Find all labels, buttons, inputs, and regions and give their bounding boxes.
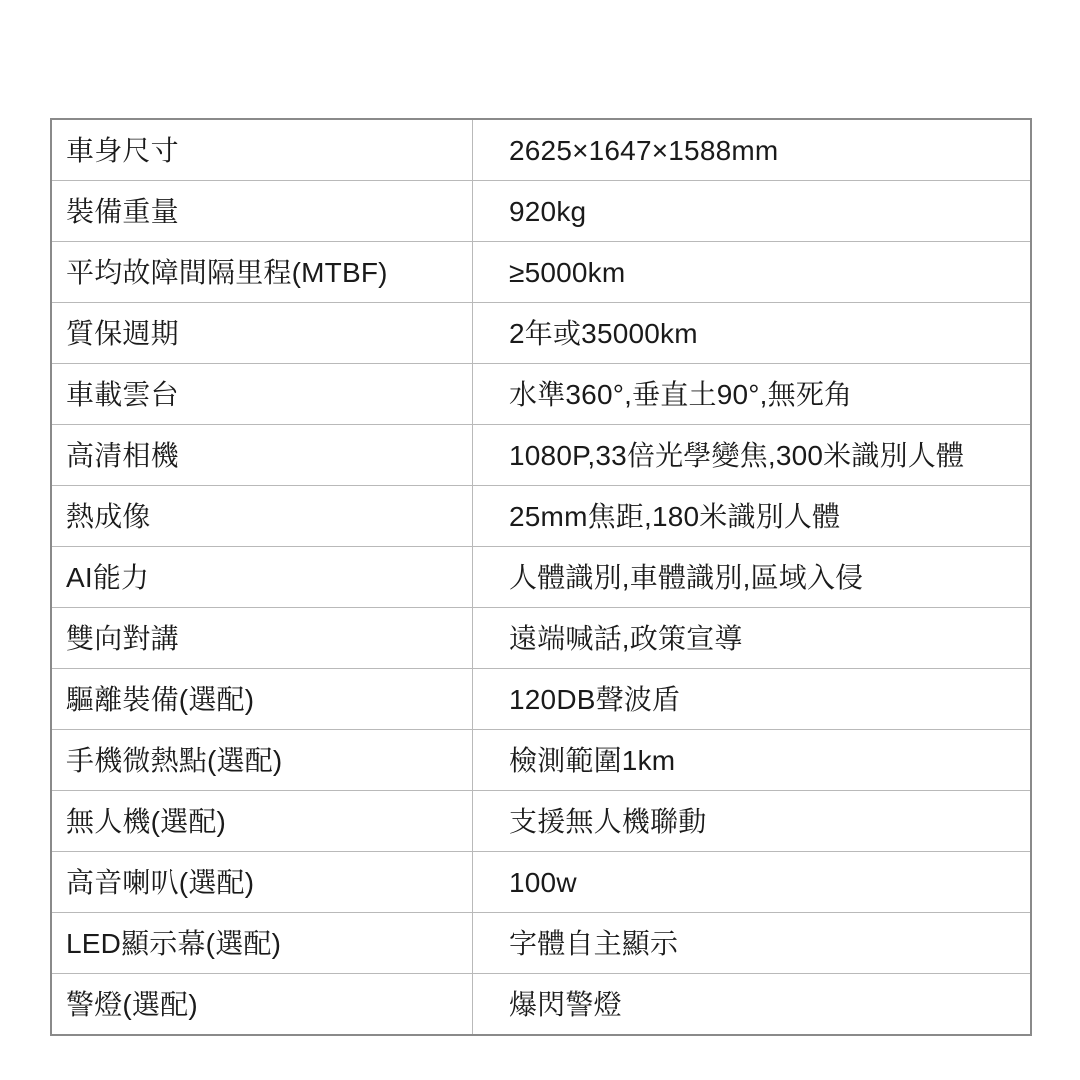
spec-value: ≥5000km <box>473 242 1032 303</box>
spec-value: 25mm焦距,180米識別人體 <box>473 486 1032 547</box>
spec-label: 高音喇叭(選配) <box>51 852 473 913</box>
spec-label: 警燈(選配) <box>51 974 473 1036</box>
spec-value: 水準360°,垂直土90°,無死角 <box>473 364 1032 425</box>
spec-value: 支援無人機聯動 <box>473 791 1032 852</box>
table-row <box>51 730 1031 791</box>
spec-value: 2年或35000km <box>473 303 1032 364</box>
spec-value: 1080P,33倍光學變焦,300米識別人體 <box>473 425 1032 486</box>
table-row <box>51 119 1031 181</box>
table-row <box>51 608 1031 669</box>
spec-label: 手機微熱點(選配) <box>51 730 473 791</box>
table-row <box>51 303 1031 364</box>
table-row <box>51 913 1031 974</box>
spec-value: 檢測範圍1km <box>473 730 1032 791</box>
spec-label: 質保週期 <box>51 303 473 364</box>
spec-table-container <box>50 118 1032 1036</box>
spec-label: 無人機(選配) <box>51 791 473 852</box>
spec-value: 遠端喊話,政策宣導 <box>473 608 1032 669</box>
spec-value: 100w <box>473 852 1032 913</box>
spec-value: 爆閃警燈 <box>473 974 1032 1036</box>
table-row <box>51 852 1031 913</box>
spec-label: 高清相機 <box>51 425 473 486</box>
spec-value: 字體自主顯示 <box>473 913 1032 974</box>
spec-table-body <box>51 119 1031 1035</box>
table-row <box>51 181 1031 242</box>
spec-label: 平均故障間隔里程(MTBF) <box>51 242 473 303</box>
spec-label: 雙向對講 <box>51 608 473 669</box>
spec-label: 裝備重量 <box>51 181 473 242</box>
table-row <box>51 486 1031 547</box>
spec-label: 車載雲台 <box>51 364 473 425</box>
spec-value: 120DB聲波盾 <box>473 669 1032 730</box>
table-row <box>51 791 1031 852</box>
spec-label: 驅離裝備(選配) <box>51 669 473 730</box>
spec-table <box>50 118 1032 1036</box>
spec-value: 2625×1647×1588mm <box>473 119 1032 181</box>
spec-label: AI能力 <box>51 547 473 608</box>
table-row <box>51 425 1031 486</box>
spec-label: LED顯示幕(選配) <box>51 913 473 974</box>
spec-label: 熱成像 <box>51 486 473 547</box>
table-row <box>51 669 1031 730</box>
table-row <box>51 547 1031 608</box>
table-row <box>51 242 1031 303</box>
spec-label: 車身尺寸 <box>51 119 473 181</box>
spec-value: 人體識別,車體識別,區域入侵 <box>473 547 1032 608</box>
table-row <box>51 364 1031 425</box>
spec-value: 920kg <box>473 181 1032 242</box>
table-row <box>51 974 1031 1036</box>
